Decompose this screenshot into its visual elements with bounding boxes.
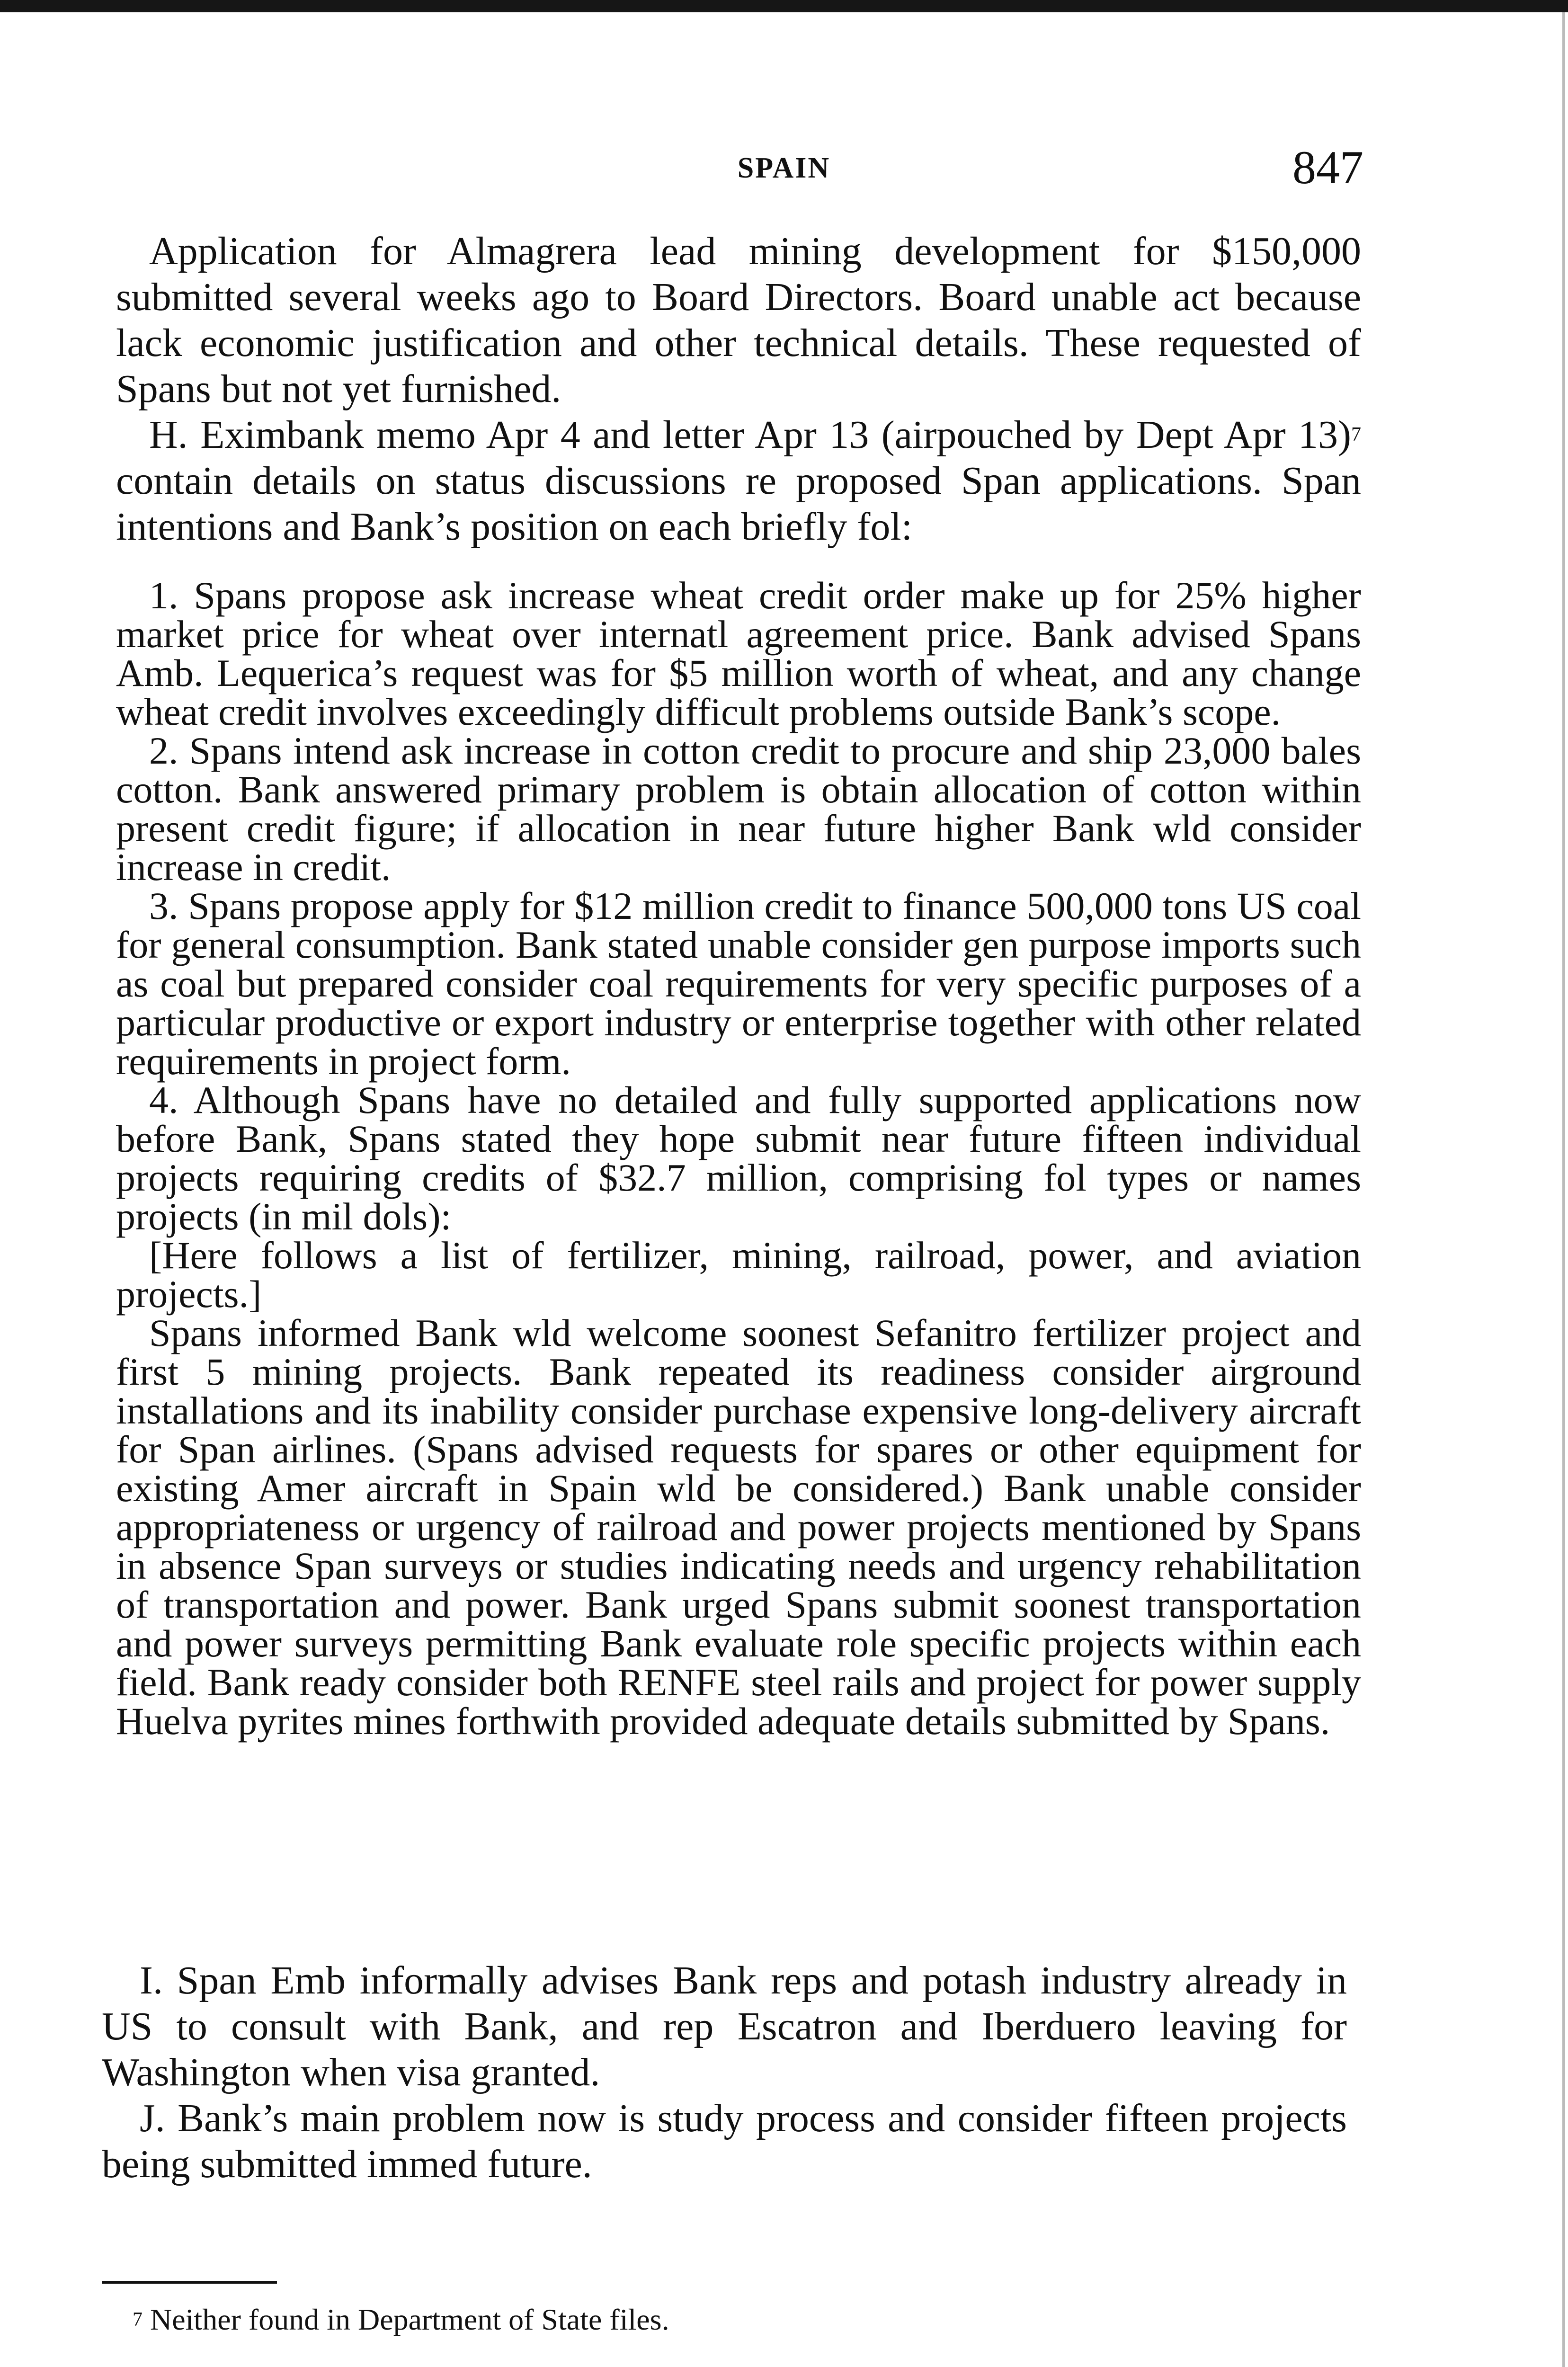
footnote — [133, 2301, 1269, 2339]
list-item: 1. Spans propose ask increase wheat credit order make up for 25% higher market price for wheat over internatl agreement price. Bank advised Spans Amb. Lequerica’s request was for $5 million worth of wheat, and any change wheat credit involves exceedingly difficult problems outside Bank’s scope. — [116, 574, 1361, 733]
paragraph-h — [116, 412, 1361, 550]
scan-right-edge — [1562, 12, 1565, 2367]
list-item: 2. Spans intend ask increase in cotton credit to procure and ship 23,000 bales cotton. Bank answered primary problem is obtain allocation of cotton within present credit figure; if allocation in near future higher Bank wld consider increase in credit. — [116, 729, 1361, 889]
footnote-text: Neither found in Department of State files. — [143, 2303, 669, 2336]
page-number: 847 — [1292, 141, 1363, 194]
footnote-reference: 7 — [1351, 424, 1361, 445]
numbered-list — [116, 576, 1361, 1741]
footnote-divider — [102, 2281, 277, 2284]
scan-top-edge — [0, 0, 1568, 12]
paragraph-almagrera: Application for Almagrera lead mining development for $150,000 submitted several weeks ago to Board Directors. Board unable act because lack economic justification and other technical details. These requested of Spans but not yet furnished. — [116, 229, 1361, 411]
paragraph-j: J. Bank’s main problem now is study process and consider fifteen projects being submitted immed future. — [102, 2096, 1347, 2186]
list-item: 3. Spans propose apply for $12 million credit to finance 500,000 tons US coal for general consumption. Bank stated unable consider gen purpose imports such as coal but prepared consider coal requirements for very specific purposes of a particular productive or export industry or enterprise together with other related requirements in project form. — [116, 884, 1361, 1083]
running-title: SPAIN — [737, 152, 831, 184]
list-item: 4. Although Spans have no detailed and fully supported applications now before Bank, Spans stated they hope submit near future fifteen individual projects requiring credits of $32.7 million, comprising fol types or names projects (in mil dols): — [116, 1078, 1361, 1238]
footnote-marker: 7 — [133, 2309, 143, 2331]
editorial-note: [Here follows a list of fertilizer, mining, railroad, power, and aviation projects.] — [116, 1234, 1361, 1316]
closing-paragraphs — [102, 1958, 1347, 2187]
paragraph-h-text: H. Eximbank memo Apr 4 and letter Apr 13 (airpouched by Dept Apr 13) — [149, 413, 1351, 457]
paragraph-h-continuation: contain details on status discussions re proposed Span applications. Span intentions and Bank’s position on each briefly fol: — [116, 459, 1361, 549]
opening-paragraphs — [116, 228, 1361, 550]
paragraph-spans-informed: Spans informed Bank wld welcome soonest Sefanitro fertilizer project and first 5 mining projects. Bank repeated its readiness consider airground installations and its inability consider purchase expensive long-delivery aircraft for Span airlines. (Spans advised requests for spares or other equipment for existing Amer aircraft in Spain wld be considered.) Bank unable consider appropriateness or urgency of railroad and power projects mentioned by Spans in absence Span surveys or studies indicating needs and urgency rehabilitation of transportation and power. Bank urged Spans submit soonest transportation and power surveys permitting Bank evaluate role specific projects within each field. Bank ready consider both RENFE steel rails and project for power supply Huelva pyrites mines forthwith provided adequate details submitted by Spans. — [116, 1311, 1361, 1743]
paragraph-i: I. Span Emb informally advises Bank reps and potash industry already in US to consult with Bank, and rep Escatron and Iberduero leaving for Washington when visa granted. — [102, 1958, 1347, 2094]
